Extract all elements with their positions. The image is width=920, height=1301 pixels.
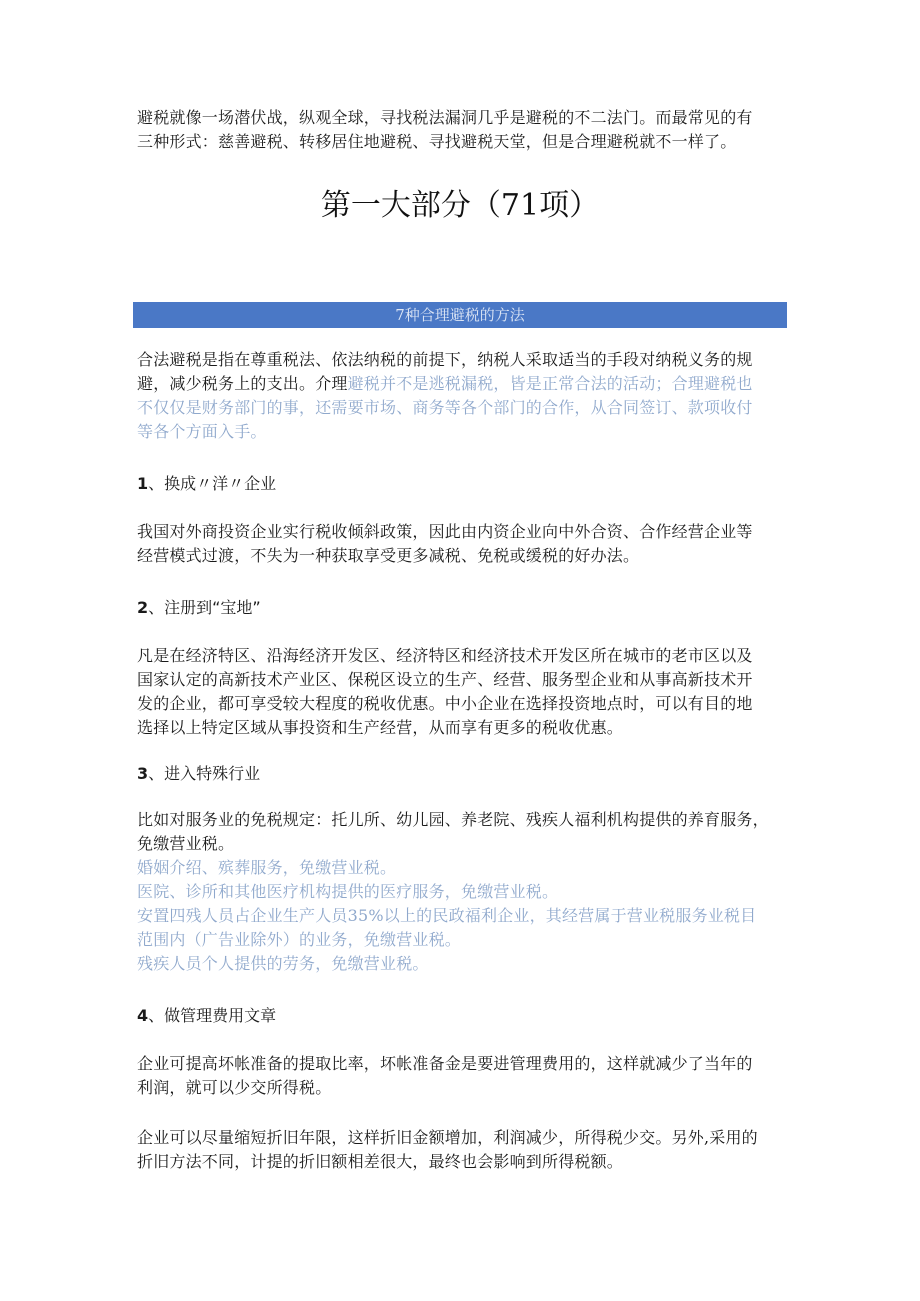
intro-paragraph bbox=[137, 106, 787, 154]
section-number: 2 bbox=[137, 598, 149, 617]
section-heading-text: 、换成〃洋〃企业 bbox=[148, 474, 277, 493]
section-1-paragraph bbox=[137, 520, 787, 568]
section-banner: 7种合理避税的方法 bbox=[133, 302, 787, 328]
definition-text-dark: 避，减少税务上的支出。介理 bbox=[137, 374, 348, 393]
section-2-paragraph bbox=[137, 644, 787, 740]
section-4-paragraph-2 bbox=[137, 1126, 787, 1174]
paragraph-line: 免缴营业税。 bbox=[137, 834, 235, 853]
section-number: 4 bbox=[137, 1006, 149, 1025]
paragraph-line: 折旧方法不同，计提的折旧额相差很大，最终也会影响到所得税额。 bbox=[137, 1152, 624, 1171]
section-number: 3 bbox=[137, 764, 149, 783]
paragraph-line: 企业可以尽量缩短折旧年限，这样折旧金额增加，利润减少，所得税少交。另外,采用的 bbox=[137, 1128, 758, 1147]
paragraph-line-light: 残疾人员个人提供的劳务，免缴营业税。 bbox=[137, 954, 429, 973]
paragraph-line: 企业可提高坏帐准备的提取比率，坏帐准备金是要进管理费用的，这样就减少了当年的 bbox=[137, 1054, 753, 1073]
paragraph-line: 我国对外商投资企业实行税收倾斜政策，因此由内资企业向中外合资、合作经营企业等 bbox=[137, 522, 753, 541]
paragraph-line-light: 医院、诊所和其他医疗机构提供的医疗服务，免缴营业税。 bbox=[137, 882, 559, 901]
paragraph-line-light: 安置四残人员占企业生产人员35%以上的民政福利企业，其经营属于营业税服务业税目 bbox=[137, 906, 757, 925]
paragraph-line: 比如对服务业的免税规定：托儿所、幼儿园、养老院、残疾人福利机构提供的养育服务， bbox=[137, 810, 769, 829]
paragraph-line: 选择以上特定区域从事投资和生产经营，从而享有更多的税收优惠。 bbox=[137, 718, 624, 737]
definition-paragraph bbox=[137, 348, 787, 444]
section-heading-text: 、进入特殊行业 bbox=[148, 764, 261, 783]
definition-line bbox=[137, 372, 787, 396]
section-heading-text: 、做管理费用文章 bbox=[148, 1006, 277, 1025]
section-heading-text: 、注册到“宝地” bbox=[148, 598, 261, 617]
paragraph-line-light: 婚姻介绍、殡葬服务，免缴营业税。 bbox=[137, 858, 397, 877]
section-4-paragraph-1 bbox=[137, 1052, 787, 1100]
definition-line: 合法避税是指在尊重税法、依法纳税的前提下，纳税人采取适当的手段对纳税义务的规 bbox=[137, 350, 753, 369]
section-heading-4 bbox=[137, 1004, 787, 1028]
intro-line: 三种形式：慈善避税、转移居住地避税、寻找避税天堂，但是合理避税就不一样了。 bbox=[137, 132, 737, 151]
definition-text-light: 避税并不是逃税漏税，皆是正常合法的活动；合理避税也 bbox=[347, 374, 753, 393]
page-title: 第一大部分（71项） bbox=[320, 188, 600, 223]
paragraph-line: 凡是在经济特区、沿海经济开发区、经济特区和经济技术开发区所在城市的老市区以及 bbox=[137, 646, 753, 665]
paragraph-line: 发的企业，都可享受较大程度的税收优惠。中小企业在选择投资地点时，可以有目的地 bbox=[137, 694, 753, 713]
intro-line: 避税就像一场潜伏战，纵观全球，寻找税法漏洞几乎是避税的不二法门。而最常见的有 bbox=[137, 108, 753, 127]
paragraph-line: 国家认定的高新技术产业区、保税区设立的生产、经营、服务型企业和从事高新技术开 bbox=[137, 670, 753, 689]
section-3-paragraph bbox=[137, 808, 787, 976]
section-heading-3 bbox=[137, 762, 787, 786]
paragraph-line: 经营模式过渡，不失为一种获取享受更多减税、免税或缓税的好办法。 bbox=[137, 546, 640, 565]
section-number: 1 bbox=[137, 474, 149, 493]
definition-line: 不仅仅是财务部门的事，还需要市场、商务等各个部门的合作，从合同签订、款项收付 bbox=[137, 398, 753, 417]
definition-line: 等各个方面入手。 bbox=[137, 422, 267, 441]
section-heading-2 bbox=[137, 596, 787, 620]
section-heading-1 bbox=[137, 472, 787, 496]
paragraph-line: 利润，就可以少交所得税。 bbox=[137, 1078, 332, 1097]
paragraph-line-light: 范围内（广告业除外）的业务，免缴营业税。 bbox=[137, 930, 462, 949]
